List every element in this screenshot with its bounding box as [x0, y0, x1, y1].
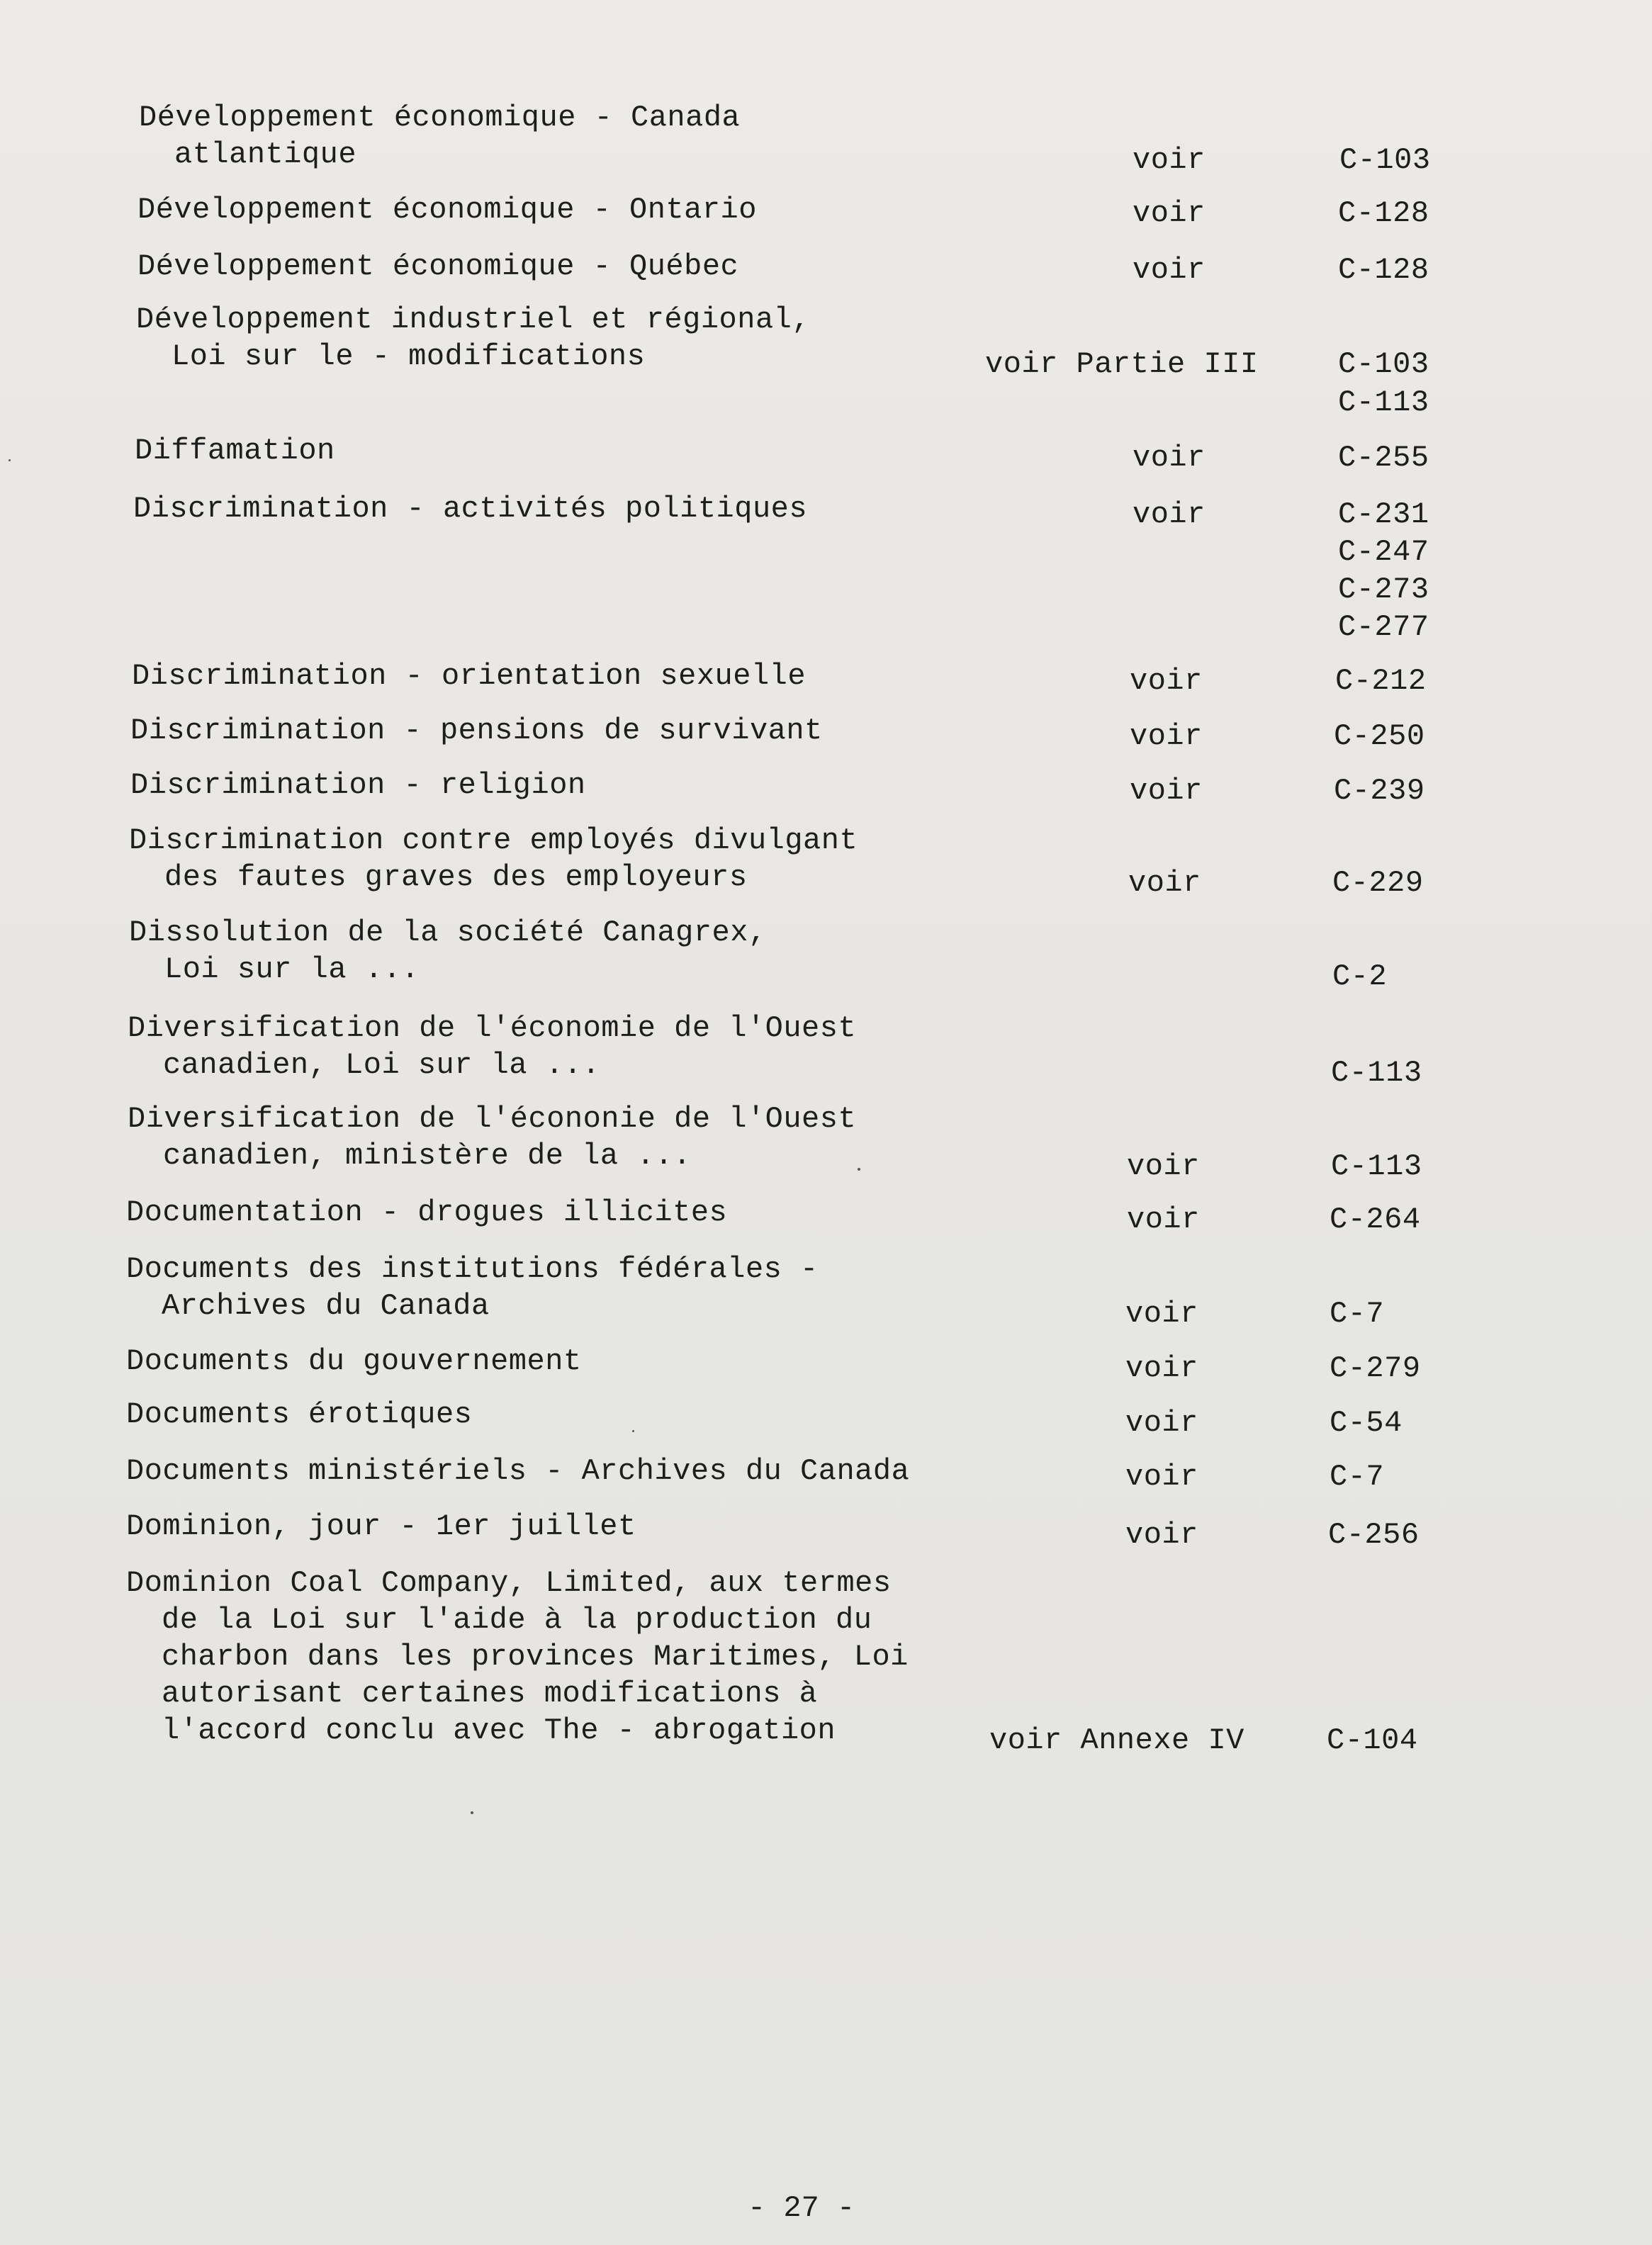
index-entry-title	[135, 432, 335, 469]
bill-code: C-128	[1338, 196, 1429, 230]
index-entry-title	[126, 1508, 636, 1545]
index-entry-title	[133, 490, 807, 527]
entry-line: Développement industriel et régional,	[136, 303, 811, 337]
entry-line: Diffamation	[135, 434, 335, 468]
entry-line: Développement économique - Canada	[139, 101, 741, 135]
index-entry-title	[130, 767, 586, 804]
bill-code: C-212	[1335, 664, 1427, 698]
bill-code: C-255	[1338, 441, 1429, 475]
bill-code: C-250	[1334, 719, 1425, 753]
see-reference: voir	[1133, 253, 1206, 287]
entry-line: charbon dans les provinces Maritimes, Loi	[162, 1640, 909, 1674]
entry-line: Dissolution de la société Canagrex,	[129, 916, 767, 950]
bill-code: C-2	[1332, 960, 1388, 994]
scan-speck	[858, 1168, 860, 1171]
see-reference: voir	[1125, 1518, 1198, 1552]
entry-line: Développement économique - Québec	[137, 249, 739, 283]
see-reference: voir	[1125, 1460, 1198, 1494]
entry-line: Discrimination - orientation sexuelle	[132, 659, 807, 693]
index-entry-title	[129, 914, 767, 988]
entry-line: Loi sur la ...	[164, 952, 420, 986]
see-reference: voir	[1127, 1203, 1200, 1237]
bill-code: C-256	[1328, 1518, 1420, 1552]
entry-line: autorisant certaines modifications à	[162, 1677, 818, 1711]
scan-speck	[9, 459, 11, 461]
bill-code: C-113	[1338, 386, 1429, 420]
bill-code: C-273	[1338, 573, 1429, 607]
entry-line: Archives du Canada	[162, 1289, 490, 1323]
bill-code: C-7	[1330, 1460, 1385, 1494]
index-entry-title	[128, 1010, 856, 1084]
bill-code: C-231	[1338, 497, 1429, 531]
see-reference: voir	[1130, 774, 1203, 808]
entry-line: Discrimination - pensions de survivant	[130, 714, 823, 748]
entry-line: l'accord conclu avec The - abrogation	[162, 1714, 836, 1748]
index-entry-title	[128, 1101, 856, 1174]
index-entry-title	[132, 658, 806, 694]
bill-code: C-103	[1338, 347, 1429, 381]
index-entry-title	[126, 1565, 909, 1749]
entry-line: Documents des institutions fédérales -	[126, 1252, 819, 1286]
index-entry-title	[126, 1194, 727, 1231]
see-reference: voir	[1125, 1297, 1198, 1331]
see-reference: voir Annexe IV	[989, 1723, 1244, 1757]
see-reference: voir	[1133, 497, 1206, 531]
bill-code: C-104	[1327, 1723, 1418, 1757]
see-reference: voir	[1133, 441, 1206, 475]
see-reference: voir	[1133, 143, 1206, 177]
scan-speck	[471, 1811, 473, 1814]
entry-line: Diversification de l'économie de l'Ouest	[128, 1011, 857, 1045]
see-reference: voir	[1125, 1406, 1198, 1440]
entry-line: Discrimination contre employés divulgant	[129, 823, 858, 857]
entry-line: Dominion, jour - 1er juillet	[126, 1509, 636, 1543]
entry-line: canadien, ministère de la ...	[163, 1139, 692, 1173]
scan-speck	[632, 1430, 634, 1432]
entry-line: atlantique	[174, 137, 357, 171]
bill-code: C-113	[1331, 1056, 1422, 1090]
entry-line: Documents du gouvernement	[126, 1344, 582, 1378]
entry-line: de la Loi sur l'aide à la production du	[162, 1603, 872, 1637]
index-entry-title	[129, 822, 858, 896]
bill-code: C-277	[1338, 610, 1429, 644]
index-entry-title	[137, 191, 757, 228]
index-entry-title	[136, 301, 810, 375]
index-entry-title	[130, 712, 823, 749]
bill-code: C-54	[1330, 1406, 1403, 1440]
see-reference: voir	[1125, 1351, 1198, 1385]
index-entry-title	[126, 1396, 472, 1433]
bill-code: C-247	[1338, 535, 1429, 569]
see-reference: voir	[1133, 196, 1206, 230]
bill-code: C-229	[1332, 866, 1424, 900]
see-reference: voir	[1130, 719, 1203, 753]
see-reference: voir	[1127, 1149, 1200, 1183]
see-reference: voir	[1128, 866, 1201, 900]
see-reference: voir Partie III	[985, 347, 1259, 381]
entry-line: Documents érotiques	[126, 1397, 473, 1431]
index-entry-title	[126, 1343, 582, 1380]
entry-line: Dominion Coal Company, Limited, aux termes	[126, 1566, 892, 1600]
entry-line: des fautes graves des employeurs	[164, 860, 748, 894]
index-entry-title	[126, 1251, 819, 1324]
entry-line: Documentation - drogues illicites	[126, 1195, 728, 1230]
index-entry-title	[137, 248, 738, 285]
entry-line: Discrimination - activités politiques	[133, 492, 808, 526]
page-number: - 27 -	[748, 2191, 855, 2225]
index-entry-title	[139, 99, 740, 173]
bill-code: C-113	[1331, 1149, 1422, 1183]
entry-line: Diversification de l'écononie de l'Ouest	[128, 1102, 857, 1136]
bill-code: C-279	[1330, 1351, 1421, 1385]
entry-line: canadien, Loi sur la ...	[163, 1048, 600, 1082]
bill-code: C-264	[1330, 1203, 1421, 1237]
index-entry-title	[126, 1453, 909, 1490]
see-reference: voir	[1130, 664, 1203, 698]
bill-code: C-128	[1338, 253, 1429, 287]
entry-line: Discrimination - religion	[130, 768, 586, 802]
entry-line: Loi sur le - modifications	[172, 339, 646, 373]
entry-line: Documents ministériels - Archives du Canada	[126, 1454, 910, 1488]
bill-code: C-239	[1334, 774, 1425, 808]
bill-code: C-7	[1330, 1297, 1385, 1331]
bill-code: C-103	[1339, 143, 1431, 177]
entry-line: Développement économique - Ontario	[137, 193, 757, 227]
